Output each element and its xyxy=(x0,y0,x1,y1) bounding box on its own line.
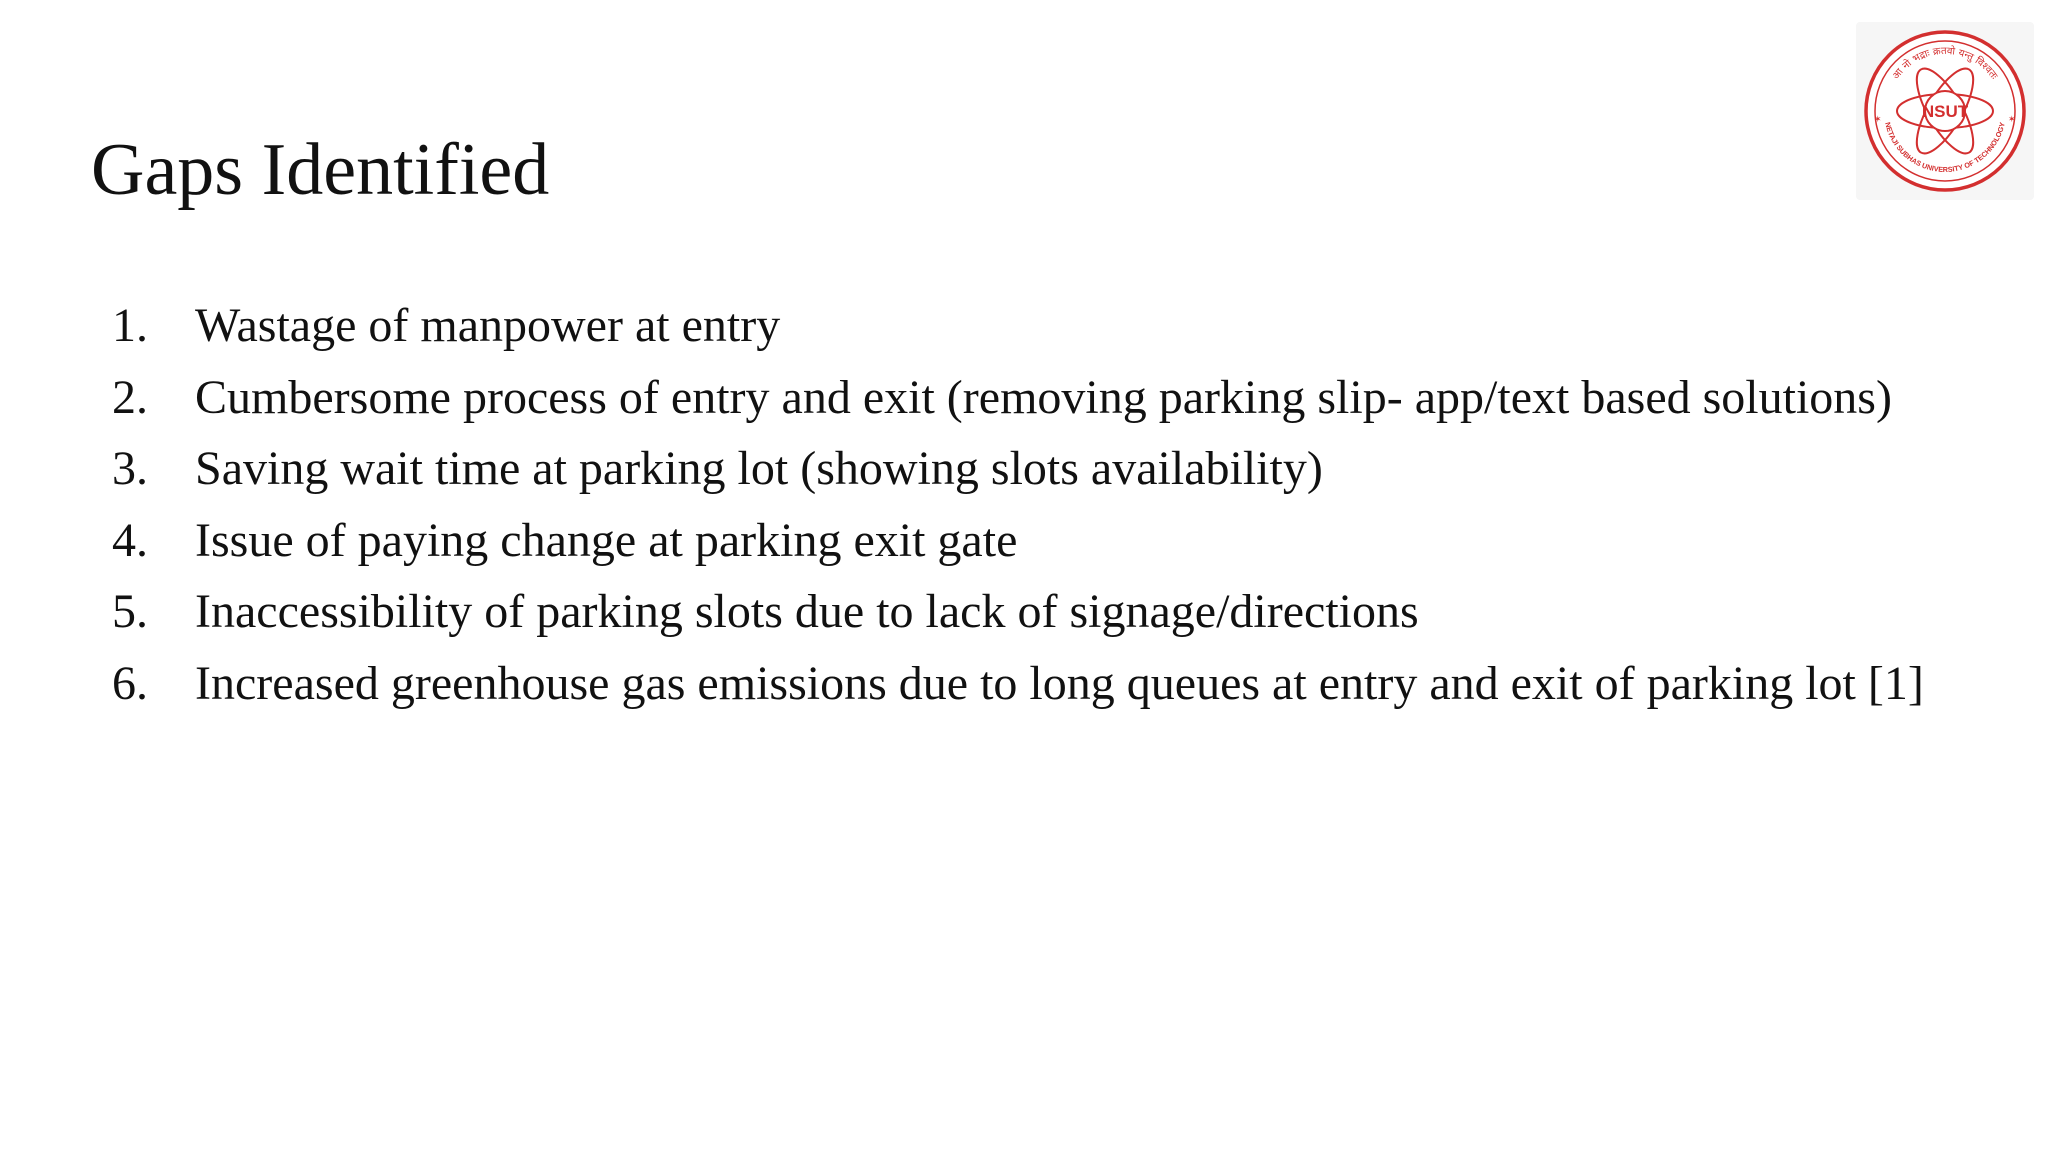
list-item xyxy=(112,433,1942,505)
list-item-number: 4. xyxy=(112,513,148,567)
list-item xyxy=(112,290,1942,362)
list-item-number: 1. xyxy=(112,299,148,352)
list-item-text: Saving wait time at parking lot (showing slots availability) xyxy=(195,442,1323,495)
list-item xyxy=(112,505,1942,577)
list-item xyxy=(112,648,1942,720)
list-item-text: Increased greenhouse gas emissions due to long queues at entry and exit of parking lot [1] xyxy=(195,656,1924,710)
list-item xyxy=(112,362,1942,434)
list-item-number: 5. xyxy=(112,585,148,638)
list-item xyxy=(112,576,1942,648)
gaps-list xyxy=(112,290,1942,719)
list-item-number: 6. xyxy=(112,656,148,710)
nsut-logo xyxy=(1856,22,2034,200)
list-item-number: 3. xyxy=(112,442,148,495)
logo-institution: NETAJI SUBHAS UNIVERSITY OF TECHNOLOGY xyxy=(1883,121,2007,174)
nsut-logo-emblem xyxy=(1862,28,2028,194)
list-item-number: 2. xyxy=(112,370,148,424)
logo-motto: आ नो भद्राः क्रतवो यन्तु विश्वतः xyxy=(1890,45,2000,82)
slide-title: Gaps Identified xyxy=(91,129,550,211)
logo-abbrev: NSUT xyxy=(1921,102,1969,121)
list-item-text: Inaccessibility of parking slots due to lack of signage/directions xyxy=(195,585,1419,638)
list-item-text: Issue of paying change at parking exit gate xyxy=(195,513,1018,567)
logo-star-right: ✶ xyxy=(2008,115,2016,125)
logo-star-left: ✶ xyxy=(1874,115,1882,125)
list-item-text: Cumbersome process of entry and exit (removing parking slip- app/text based solutions) xyxy=(195,370,1892,424)
list-item-text: Wastage of manpower at entry xyxy=(195,299,781,352)
